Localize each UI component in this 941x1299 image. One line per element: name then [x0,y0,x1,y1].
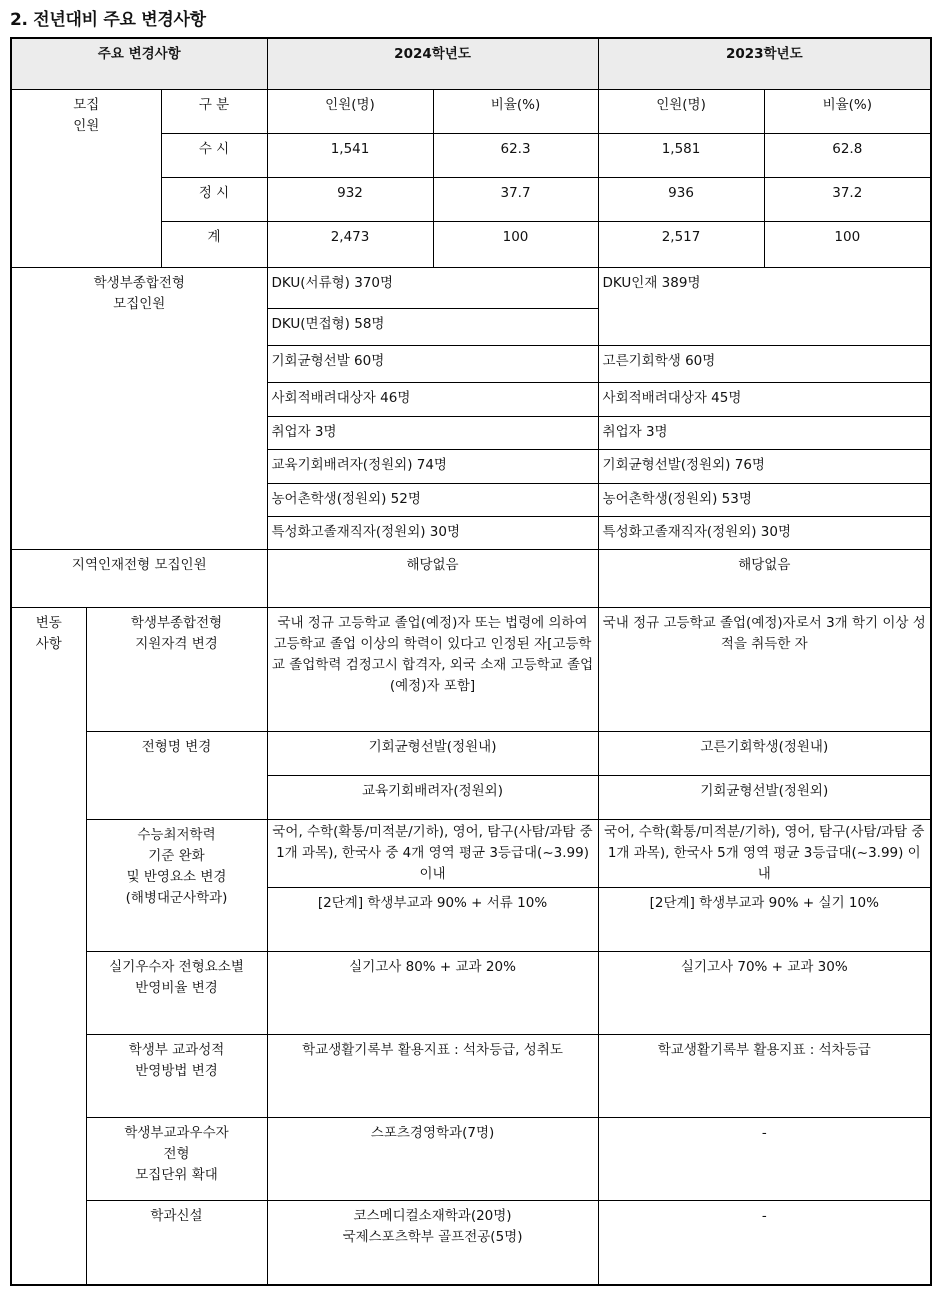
table-row [11,1201,931,1285]
cell: DKU(서류형) 370명 [267,268,598,309]
cell: 실기고사 70% + 교과 30% [598,952,931,1035]
cell: 62.3 [433,134,598,178]
section-title: 2. 전년대비 주요 변경사항 [10,10,206,30]
changes-label: 변동 사항 [11,608,86,1285]
row-name: 계 [161,222,267,268]
cell: 기회균형선발(정원내) [267,732,598,776]
cell: 기회균형선발 60명 [267,346,598,383]
cell: 스포츠경영학과(7명) [267,1118,598,1201]
cell: 100 [433,222,598,268]
header-row [11,38,931,90]
cell: 2,473 [267,222,433,268]
ratio-header-2024: 비율(%) [433,90,598,134]
cell: 교육기회배려자(정원외) 74명 [267,450,598,484]
cell: 국내 정규 고등학교 졸업(예정)자 또는 법령에 의하여 고등학교 졸업 이상의 학력이 있다고 인정된 자[고등학교 졸업학력 검정고시 합격자, 외국 소재 고등학교 졸업(예정)자 포함] [267,608,598,732]
gubun-header: 구 분 [161,90,267,134]
recruit-label: 모집 인원 [11,90,161,268]
ratio-header-2023: 비율(%) [764,90,931,134]
cell: 기회균형선발(정원외) 76명 [598,450,931,484]
row-name: 정 시 [161,178,267,222]
cell: - [598,1201,931,1285]
csat-label: 수능최저학력 기준 완화 및 반영요소 변경 (해병대군사학과) [86,820,267,952]
practical-label: 실기우수자 전형요소별 반영비율 변경 [86,952,267,1035]
table-row [11,90,931,134]
cell: 2,517 [598,222,764,268]
table-row [11,550,931,608]
cell: 37.7 [433,178,598,222]
cell: 기회균형선발(정원외) [598,776,931,820]
cell: 932 [267,178,433,222]
cell: DKU인재 389명 [598,268,931,346]
expand-label: 학생부교과우수자 전형 모집단위 확대 [86,1118,267,1201]
cell: 936 [598,178,764,222]
count-header-2024: 인원(명) [267,90,433,134]
table-row [11,952,931,1035]
cell: 취업자 3명 [598,417,931,450]
table-row [11,1118,931,1201]
cell: 62.8 [764,134,931,178]
cell: 국어, 수학(확통/미적분/기하), 영어, 탐구(사탐/과탐 중 1개 과목), 한국사 중 4개 영역 평균 3등급대(~3.99) 이내 [267,820,598,888]
cell: 사회적배려대상자 46명 [267,383,598,417]
cell: 국내 정규 고등학교 졸업(예정)자로서 3개 학기 이상 성적을 취득한 자 [598,608,931,732]
header-2023: 2023학년도 [598,38,931,90]
cell: [2단계] 학생부교과 90% + 서류 10% [267,888,598,952]
cell: 고른기회학생(정원내) [598,732,931,776]
regional-label: 지역인재전형 모집인원 [11,550,267,608]
cell: 1,541 [267,134,433,178]
table-row [11,608,931,732]
cell: 국어, 수학(확통/미적분/기하), 영어, 탐구(사탐/과탐 중 1개 과목), 한국사 5개 영역 평균 3등급대(~3.99) 이내 [598,820,931,888]
table-row [11,732,931,776]
cell: 학교생활기록부 활용지표 : 석차등급, 성취도 [267,1035,598,1118]
cell: 취업자 3명 [267,417,598,450]
grades-label: 학생부 교과성적 반영방법 변경 [86,1035,267,1118]
changes-table [10,37,932,1286]
cell: 학교생활기록부 활용지표 : 석차등급 [598,1035,931,1118]
count-header-2023: 인원(명) [598,90,764,134]
cell: 37.2 [764,178,931,222]
cell: 1,581 [598,134,764,178]
table-row [11,820,931,888]
table-row [11,268,931,309]
cell: 특성화고졸재직자(정원외) 30명 [267,517,598,550]
eligibility-label: 학생부종합전형 지원자격 변경 [86,608,267,732]
cell: - [598,1118,931,1201]
header-main-changes: 주요 변경사항 [11,38,267,90]
cell: 해당없음 [267,550,598,608]
cell: [2단계] 학생부교과 90% + 실기 10% [598,888,931,952]
cell: DKU(면접형) 58명 [267,309,598,346]
table-row [11,1035,931,1118]
new-dept-label: 학과신설 [86,1201,267,1285]
cell: 농어촌학생(정원외) 52명 [267,484,598,517]
name-change-label: 전형명 변경 [86,732,267,820]
comprehensive-label: 학생부종합전형 모집인원 [11,268,267,550]
cell: 농어촌학생(정원외) 53명 [598,484,931,517]
cell: 코스메디컬소재학과(20명) 국제스포츠학부 골프전공(5명) [267,1201,598,1285]
cell: 특성화고졸재직자(정원외) 30명 [598,517,931,550]
cell: 교육기회배려자(정원외) [267,776,598,820]
row-name: 수 시 [161,134,267,178]
cell: 100 [764,222,931,268]
header-2024: 2024학년도 [267,38,598,90]
cell: 실기고사 80% + 교과 20% [267,952,598,1035]
cell: 해당없음 [598,550,931,608]
cell: 고른기회학생 60명 [598,346,931,383]
cell: 사회적배려대상자 45명 [598,383,931,417]
